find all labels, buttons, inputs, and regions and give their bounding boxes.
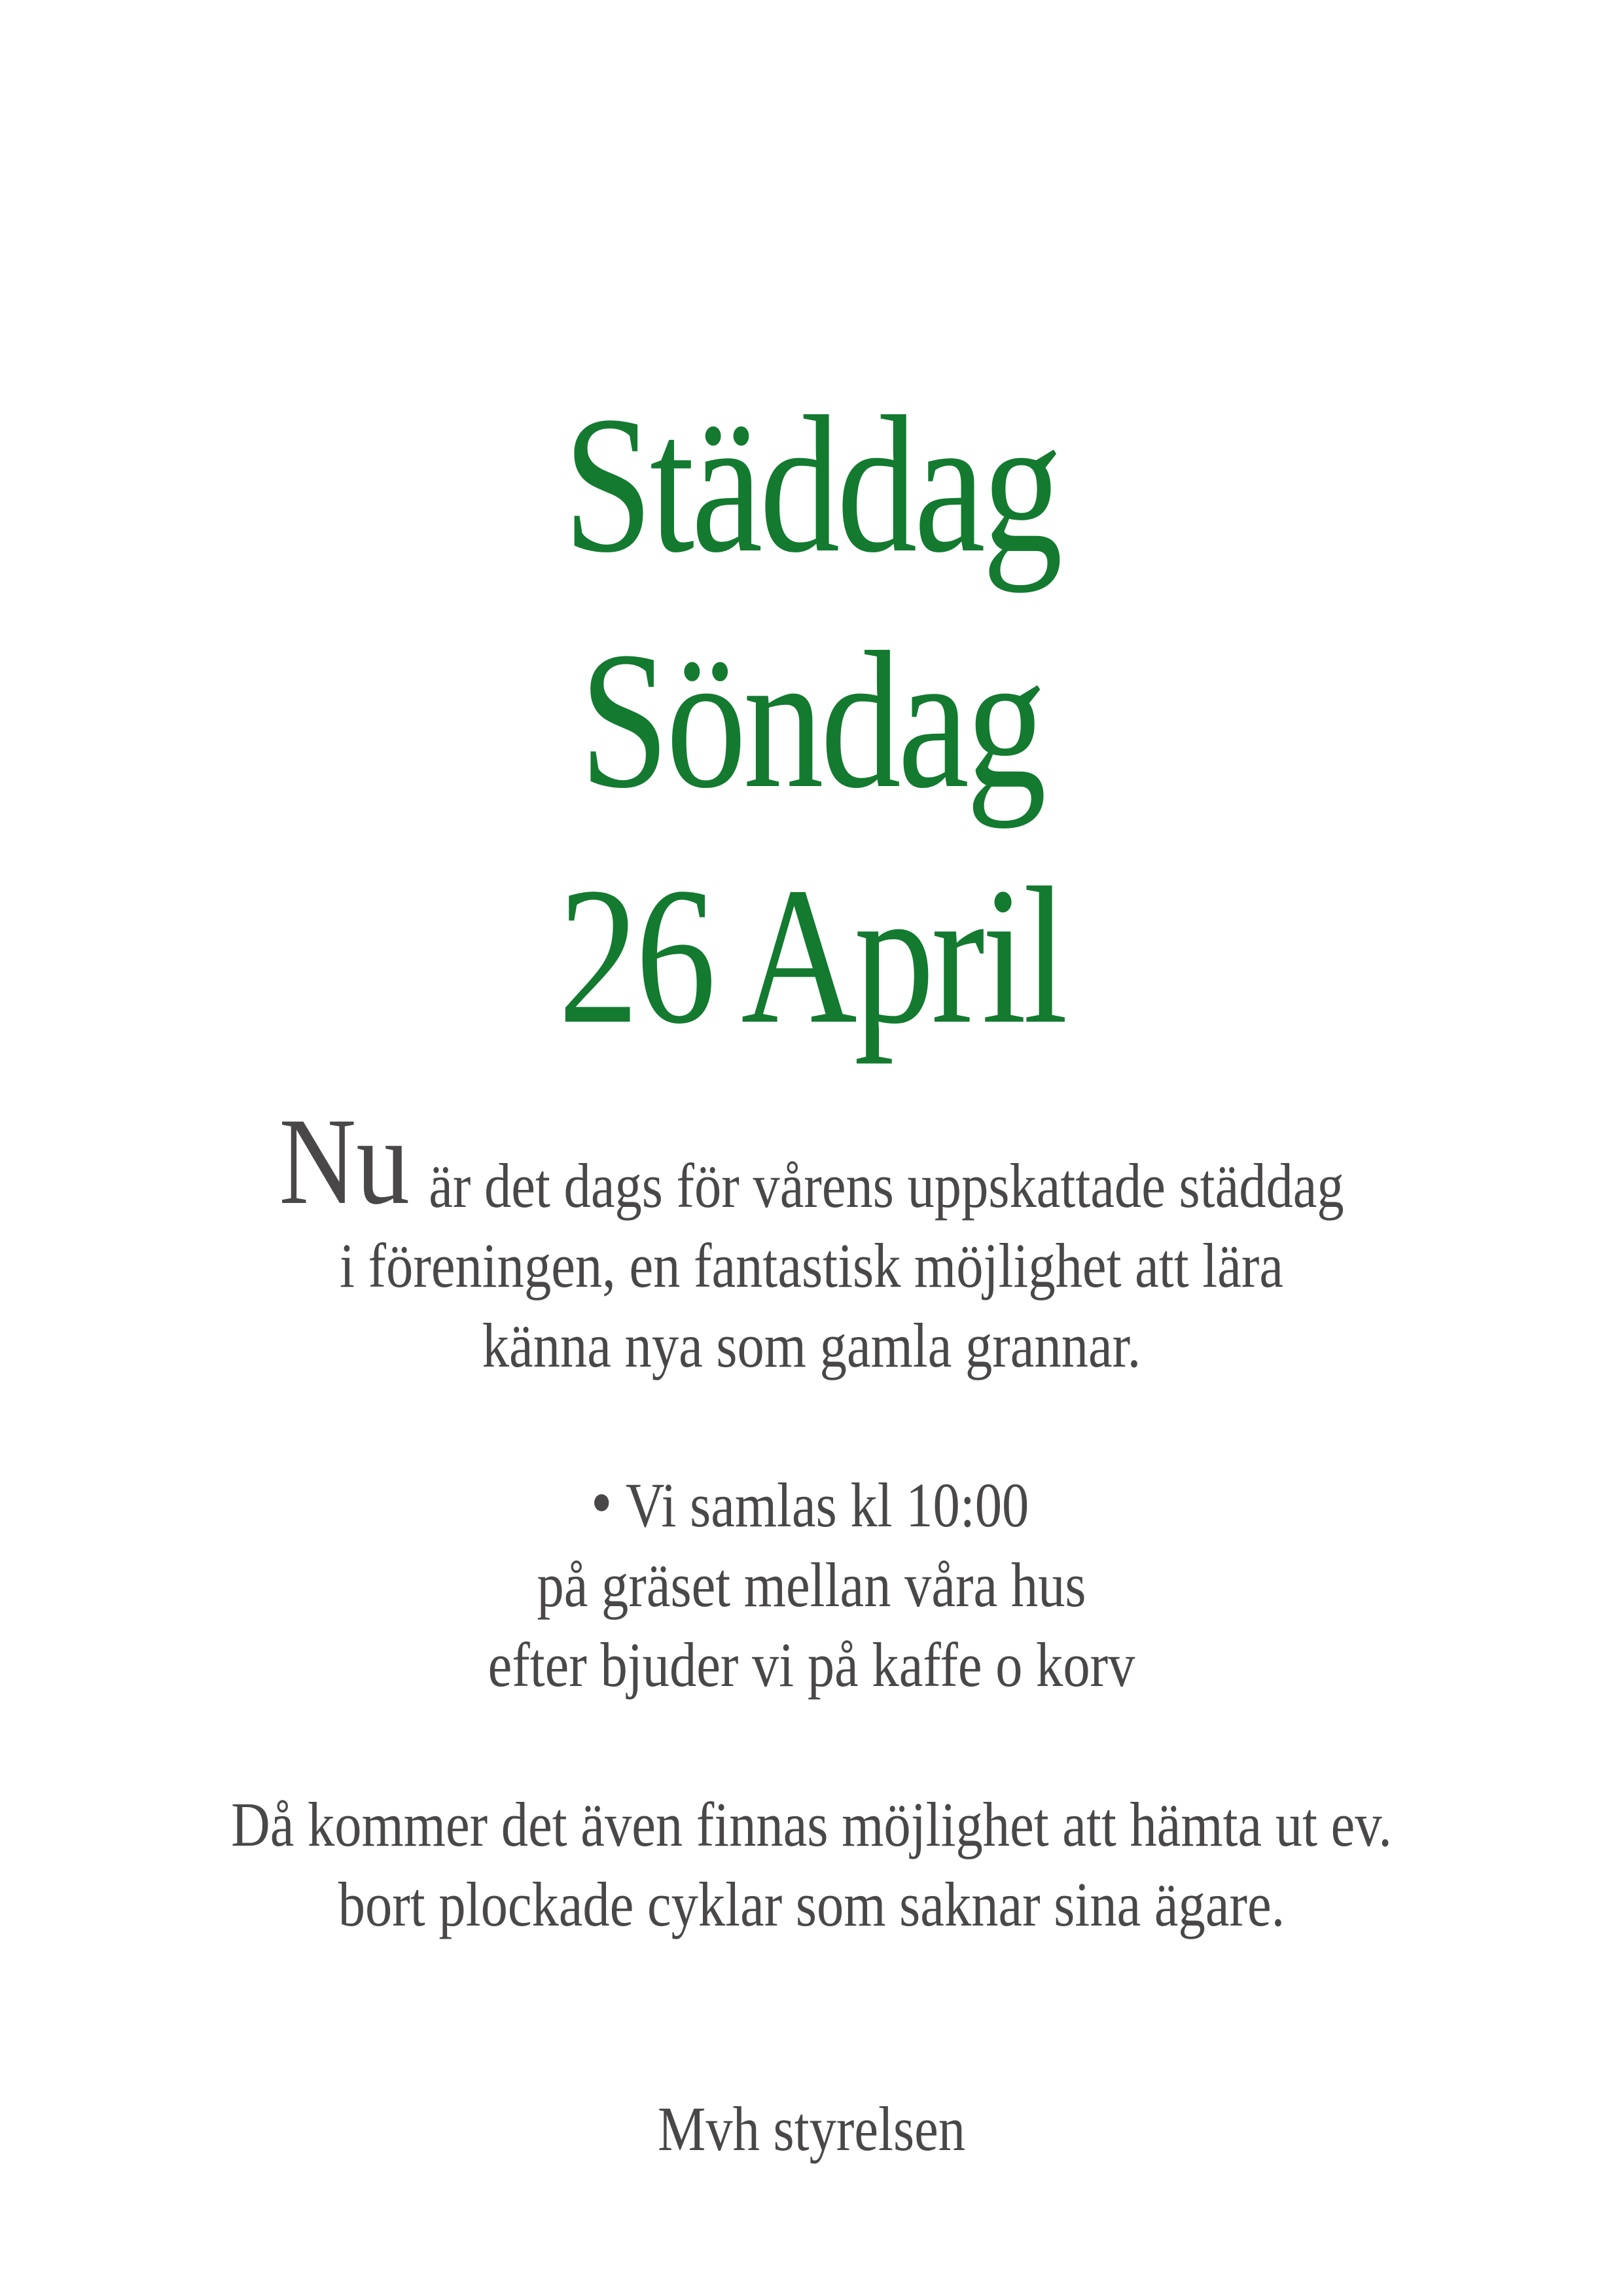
intro-line-1 [114, 1093, 1510, 1230]
title-line-date: 26 April [558, 847, 1065, 1064]
intro-line-3: känna nya som gamla grannar. [482, 1310, 1141, 1380]
paragraph-gap [0, 1705, 1623, 1785]
details-line-2: på gräset mellan våra hus [537, 1550, 1086, 1620]
dropcap: Nu [279, 1093, 410, 1230]
bullet-icon [594, 1494, 609, 1511]
intro-line-2: i föreningen, en fantastisk möjlighet att lära [339, 1230, 1284, 1300]
body-text [0, 1093, 1623, 1945]
paragraph-gap [0, 1386, 1623, 1465]
details-line-1-text: Vi samlas kl 10:00 [625, 1470, 1029, 1540]
event-title [0, 367, 1623, 1073]
bikes-line-1: Då kommer det även finnas möjlighet att hämta ut ev. [231, 1789, 1392, 1859]
details-line-3: efter bjuder vi på kaffe o korv [488, 1630, 1135, 1700]
title-line-weekday: Söndag [579, 611, 1044, 829]
title-line-event: Städdag [563, 376, 1060, 593]
intro-line-1-text: är det dags för vårens uppskattade städdag [429, 1151, 1344, 1221]
bikes-line-2: bort plockade cyklar som saknar sina ägare. [338, 1869, 1285, 1939]
signature: Mvh styrelsen [657, 2094, 966, 2164]
details-line-1 [114, 1465, 1510, 1545]
